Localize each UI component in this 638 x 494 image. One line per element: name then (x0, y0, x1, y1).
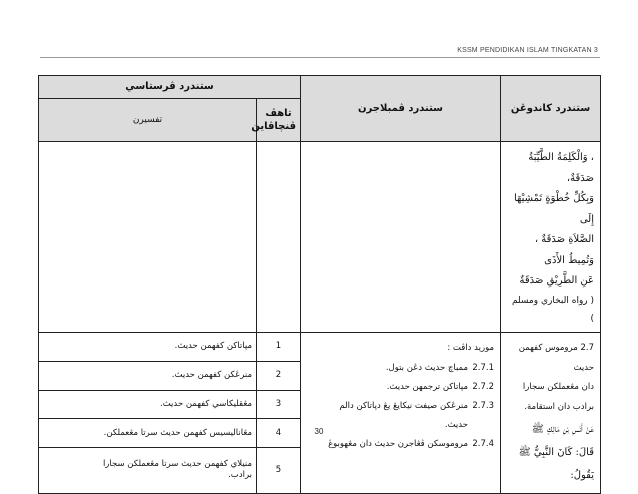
running-header: KSSM PENDIDIKAN ISLAM TINGKATAN 3 (457, 47, 598, 54)
descriptor-line: منيلاي كفهمن حديث سرتا مڠعملكن سجارا (102, 458, 253, 469)
col-header-content-standard: ستندرد كاندوڠن (501, 76, 601, 142)
objective-number: 2.7.3 (472, 400, 495, 411)
performance-level: 1 (257, 333, 301, 362)
performance-descriptor: منرڠكن كفهمن حديث. (39, 362, 257, 391)
standard-hadith-line: قَالَ: كَانَ النَّبِيُّ ﷺ يَقُولُ: (518, 446, 595, 481)
hadith-line: وَبِكُلِّ خُطْوَةٍ تَمْشِيْهَا إِلَى (514, 193, 595, 225)
objective-number: 2.7.4 (472, 439, 495, 449)
content-standard-cell (501, 333, 601, 493)
standard-line: دان مڠعملكن سجارا (522, 382, 595, 393)
hadith-line: ، وَالْكَلِمَةُ الطَّيِّبَةُ صَدَقَةٌ، (528, 152, 595, 184)
hadith-cell (501, 142, 601, 333)
learning-standard-cell (301, 333, 501, 493)
hadith-source: ( رواه البخاري ومسلم ) (511, 295, 595, 324)
objective-number: 2.7.1 (472, 362, 495, 373)
standard-hadith-line: عَنْ أَنَسِ بْنِ مَالِكٍ ﷺ (531, 423, 595, 435)
objective-item (307, 378, 494, 397)
page-number: 30 (314, 427, 324, 436)
performance-descriptor (39, 448, 257, 493)
objective-text: ممباچ حديث دڠن بتول. (385, 362, 469, 373)
performance-level: 5 (257, 448, 301, 493)
hadith-line: الصَّلاَةِ صَدَقَةٌ ، وَتُمِيطُ الأَذَى (534, 234, 595, 266)
objective-text: حديث. (444, 419, 469, 430)
objective-item (307, 435, 494, 454)
col-header-descriptor: تفسيرن (39, 99, 257, 142)
objective-text: مروموسكن ڤڠاجرن حديث دان مڠهوبوڠ (328, 439, 469, 449)
descriptor-line: برادب. (228, 470, 253, 481)
performance-level: 3 (257, 390, 301, 419)
performance-descriptor: مڠقليكاسي كفهمن حديث. (39, 390, 257, 419)
objective-item (307, 359, 494, 378)
col-header-learning-standard: ستندرد ڤمبلاجرن (301, 76, 501, 142)
performance-level: 4 (257, 419, 301, 448)
col-header-level: تاهڤ ڤنچاڤاين (257, 99, 301, 142)
performance-descriptor: مڽاتاكن كفهمن حديث. (39, 333, 257, 362)
empty-cell (301, 142, 501, 333)
objective-number: 2.7.2 (472, 381, 495, 392)
objective-text: مڽاتاكن ترجمهن حديث. (386, 381, 469, 392)
performance-level: 2 (257, 362, 301, 391)
header-rule (40, 57, 600, 58)
standard-line: برادب دان استقامة. (524, 402, 595, 413)
performance-descriptor: مڠاناليسيس كفهمن حديث سرتا مڠعملكن. (39, 419, 257, 448)
standard-line: 2.7 مروموس كفهمن حديث (518, 343, 595, 373)
empty-cell (257, 142, 301, 333)
objective-item (307, 397, 494, 416)
empty-cell (39, 142, 257, 333)
col-header-performance-standard: ستندرد ڤرستاسي (39, 76, 301, 99)
objective-text: منرڠكن صيفت نيكايڠ يڠ دڽاتاكن دالم (339, 400, 469, 411)
objectives-intro: موريد داڤت : (447, 343, 495, 354)
hadith-line: عَنِ الطَّرِيْقِ صَدَقَةٌ (519, 275, 595, 286)
